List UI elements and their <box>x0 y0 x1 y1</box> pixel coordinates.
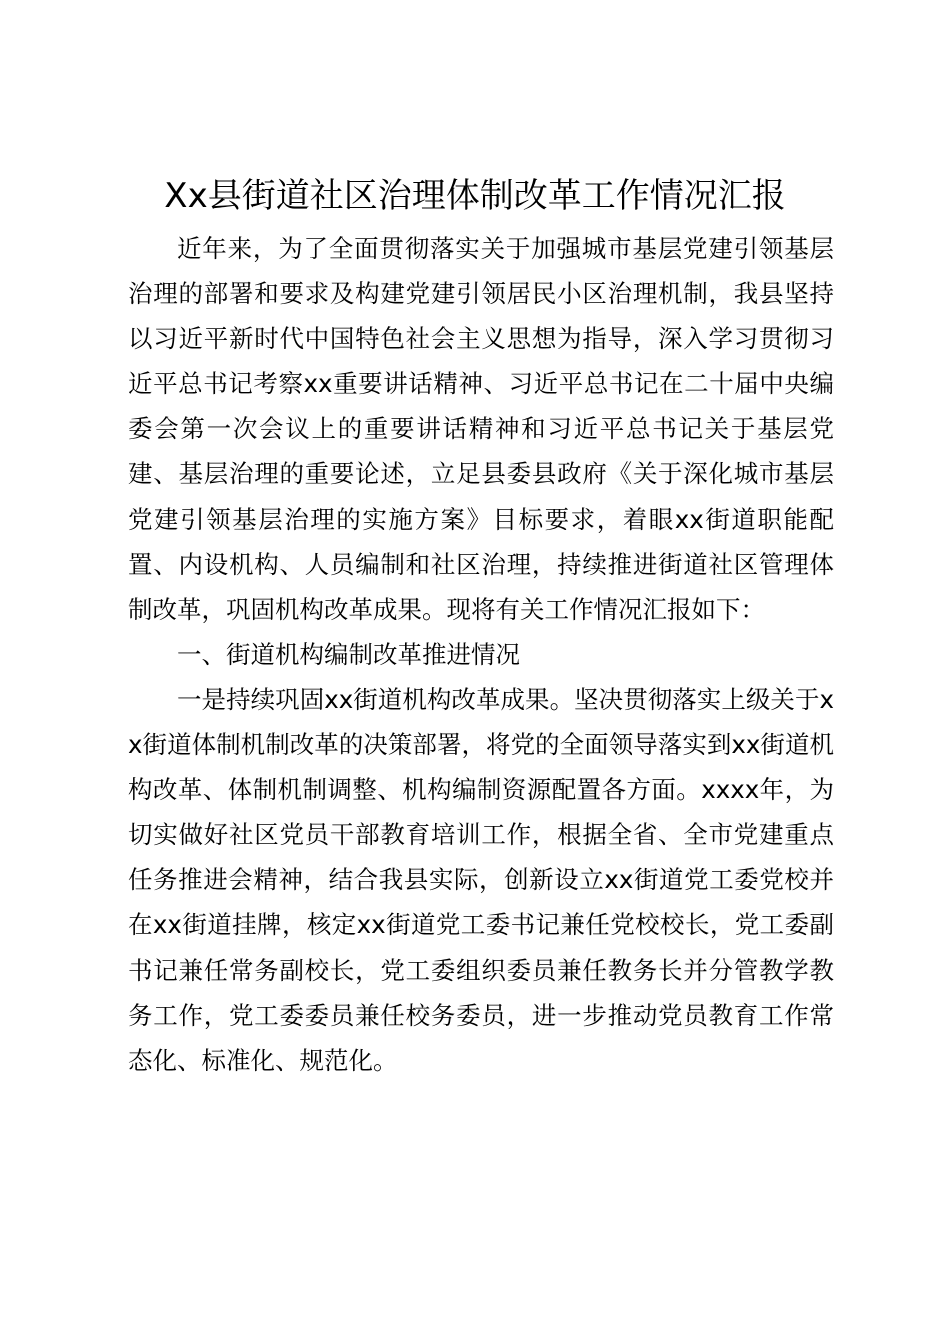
intro-paragraph: 近年来，为了全面贯彻落实关于加强城市基层党建引领基层治理的部署和要求及构建党建引领居民小区治理机制，我县坚持以习近平新时代中国特色社会主义思想为指导，深入学习贯彻习近平总书记考察xx重要讲话精神、习近平总书记在二十届中央编委会第一次会议上的重要讲话精神和习近平总书记关于基层党建、基层治理的重要论述，立足县委县政府《关于深化城市基层党建引领基层治理的实施方案》目标要求，着眼xx街道职能配置、内设机构、人员编制和社区治理，持续推进街道社区管理体制改革，巩固机构改革成果。现将有关工作情况汇报如下： <box>128 234 834 624</box>
document-title: Xx县街道社区治理体制改革工作情况汇报 <box>164 176 786 216</box>
body-paragraph: 一是持续巩固xx街道机构改革成果。坚决贯彻落实上级关于xx街道体制机制改革的决策部署，将党的全面领导落实到xx街道机构改革、体制机制调整、机构编制资源配置各方面。xxxx年，为切实做好社区党员干部教育培训工作，根据全省、全市党建重点任务推进会精神，结合我县实际，创新设立xx街道党工委党校并在xx街道挂牌，核定xx街道党工委书记兼任党校校长，党工委副书记兼任常务副校长，党工委组织委员兼任教务长并分管教学教务工作，党工委委员兼任校务委员，进一步推动党员教育工作常态化、标准化、规范化。 <box>128 684 834 1075</box>
section-heading: 一、街道机构编制改革推进情况 <box>177 639 520 669</box>
document-body <box>128 226 834 1083</box>
